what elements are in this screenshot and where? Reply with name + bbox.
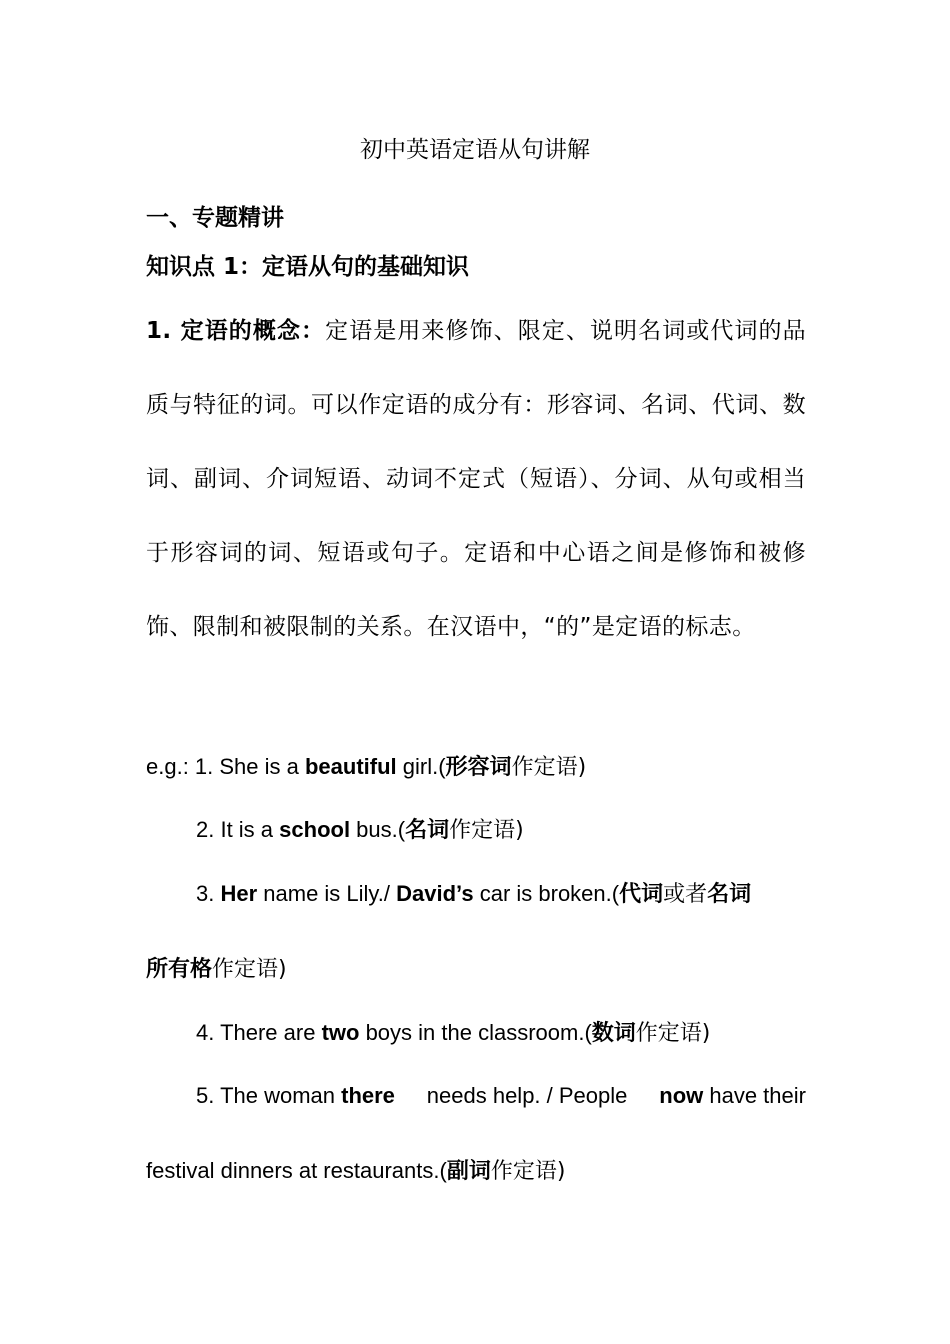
example-1-category: 形容词 <box>445 755 512 780</box>
example-5 <box>196 1079 806 1113</box>
example-4-tail: 作定语) <box>635 1021 711 1046</box>
concept-paragraph <box>146 294 806 664</box>
section-heading: 一、专题精讲 <box>146 205 284 231</box>
example-3-mid-2: car is broken.( <box>473 881 620 906</box>
knowledge-point-heading: 知识点 1：定语从句的基础知识 <box>146 254 470 280</box>
example-3-category-3: 所有格 <box>146 957 213 982</box>
example-3-category-2: 名词 <box>707 882 752 907</box>
example-2-prefix: 2. It is a <box>196 817 280 842</box>
example-5-prefix: 5. The woman <box>196 1083 342 1108</box>
example-5-keyword-2: now <box>659 1083 704 1108</box>
example-4 <box>196 1016 710 1051</box>
example-3-prefix: 3. <box>196 881 221 906</box>
example-3-tail: 作定语) <box>212 957 287 982</box>
example-3 <box>196 877 751 912</box>
example-3-category-1: 代词 <box>619 882 664 907</box>
concept-label: 1. 定语的概念： <box>146 318 326 344</box>
example-5-continued <box>146 1154 565 1189</box>
example-4-rest: boys in the classroom.( <box>359 1020 592 1045</box>
example-5-part-2 <box>659 1079 806 1113</box>
example-4-keyword: two <box>321 1020 360 1045</box>
example-1-tail: 作定语) <box>511 755 587 780</box>
example-2-keyword: school <box>279 817 351 842</box>
example-4-category: 数词 <box>591 1021 636 1046</box>
example-2-tail: 作定语) <box>449 818 524 843</box>
example-1-prefix: e.g.: 1. She is a <box>146 754 305 779</box>
example-3-connector: 或者 <box>663 882 708 907</box>
example-4-prefix: 4. There are <box>196 1020 322 1045</box>
example-1-keyword: beautiful <box>304 754 397 779</box>
example-3-keyword-1: Her <box>220 881 258 906</box>
example-5-rest: have their <box>703 1083 806 1108</box>
example-2-rest: bus.( <box>350 817 406 842</box>
example-3-continued <box>146 952 287 987</box>
example-5-mid: needs help. / People <box>426 1083 628 1108</box>
example-5-category: 副词 <box>446 1159 491 1184</box>
example-5-part-1 <box>196 1079 395 1113</box>
example-3-mid-1: name is Lily./ <box>257 881 397 906</box>
example-1 <box>146 750 586 785</box>
example-5-tail: 作定语) <box>490 1159 566 1184</box>
example-2 <box>196 813 524 848</box>
example-3-keyword-2: David’s <box>396 881 474 906</box>
example-2-category: 名词 <box>405 818 450 843</box>
example-1-rest: girl.( <box>396 754 446 779</box>
document-title: 初中英语定语从句讲解 <box>360 137 590 163</box>
example-5-line-2: festival dinners at restaurants.( <box>146 1158 447 1183</box>
example-5-keyword-1: there <box>341 1083 395 1108</box>
concept-body: 定语是用来修饰、限定、说明名词或代词的品质与特征的词。可以作定语的成分有：形容词、名词、代词、数词、副词、介词短语、动词不定式（短语）、分词、从句或相当于形容词的词、短语或句子。定语和中心语之间是修饰和被修饰、限制和被限制的关系。在汉语中，“的”是定语的标志。 <box>146 318 807 640</box>
